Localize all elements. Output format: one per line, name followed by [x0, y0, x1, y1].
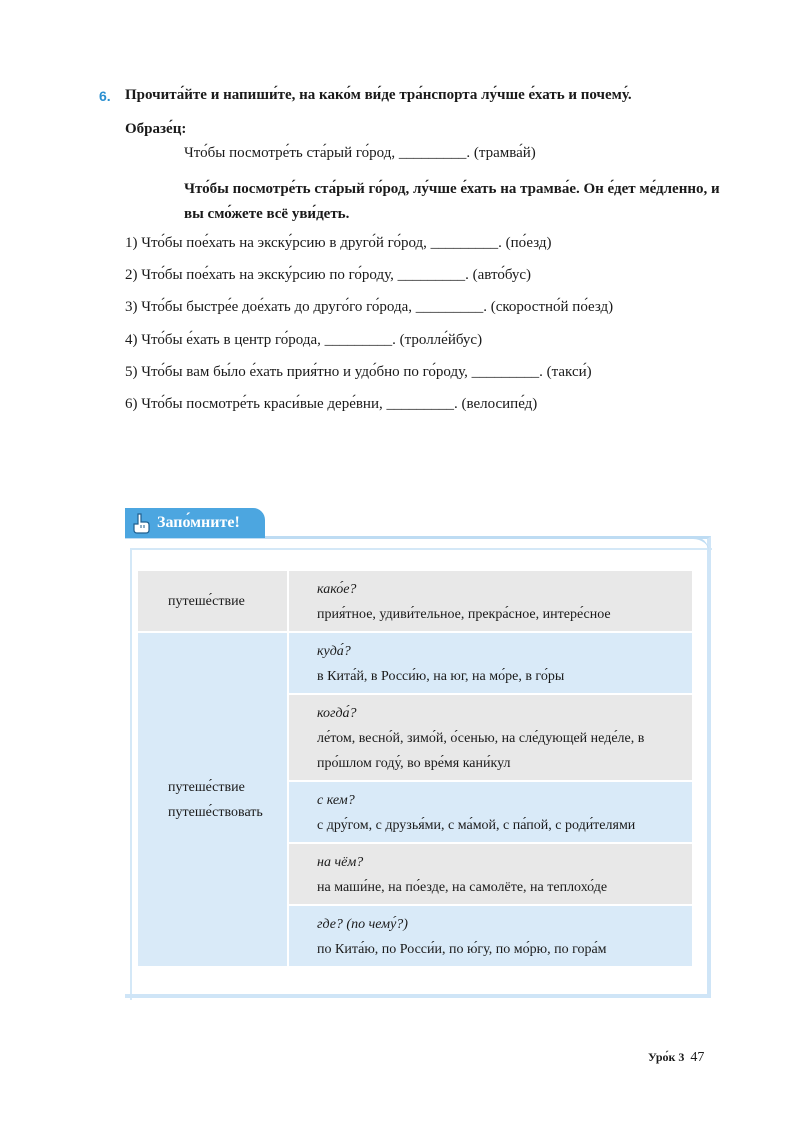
table-row [137, 570, 693, 632]
row-question: где? (по чему́?) [317, 917, 408, 932]
page-footer [648, 1050, 704, 1066]
right-cell [288, 694, 693, 781]
row-answer: ле́том, весно́й, зимо́й, о́сенью, на сле́дующей неде́ле, в про́шлом году́, во вре́мя кани́кул [317, 731, 645, 771]
right-cell [288, 570, 693, 632]
table-row [137, 632, 693, 694]
exercise-title: Прочита́йте и напиши́те, на како́м ви́де тра́нспорта лу́чше е́хать и почему́. [125, 87, 632, 103]
exercise-item: 1) Что́бы пое́хать на экску́рсию в друго́й го́род, _________. (по́езд) [125, 235, 552, 251]
row-answer: с дру́гом, с друзья́ми, с ма́мой, с па́пой, с роди́телями [317, 818, 636, 833]
sample-question: Что́бы посмотре́ть ста́рый го́род, _________. (трамва́й) [184, 145, 536, 161]
sample-label: Образе́ц: [125, 121, 187, 137]
pointing-hand-icon [131, 512, 151, 534]
row-question: с кем? [317, 793, 355, 808]
left-group-noun: путеше́ствие [168, 779, 245, 795]
row-question: когда́? [317, 706, 357, 721]
row-answer: по Кита́ю, по Росси́и, по ю́гу, по мо́рю, по гора́м [317, 942, 607, 957]
remember-title: Запо́мните! [157, 514, 240, 531]
row-answer: на маши́не, на по́езде, на самолёте, на теплохо́де [317, 880, 608, 895]
remember-tab [125, 508, 265, 538]
row-answer: прия́тное, удиви́тельное, прекра́сное, интере́сное [317, 607, 611, 622]
page-number: 47 [690, 1050, 705, 1065]
sample-answer: Что́бы посмотре́ть ста́рый го́род, лу́чше е́хать на трамва́е. Он е́дет ме́дленно, и вы смо́жете всё уви́деть. [184, 181, 720, 222]
exercise-item: 4) Что́бы е́хать в центр го́рода, _________. (тролле́йбус) [125, 331, 483, 348]
lesson-label: Уро́к 3 [648, 1050, 685, 1064]
left-cell: путеше́ствие [137, 570, 288, 632]
left-group-verb: путеше́ствовать [168, 804, 263, 820]
right-cell [288, 843, 693, 905]
exercise-number: 6. [99, 88, 111, 104]
row-question: на чём? [317, 855, 364, 870]
remember-table [136, 569, 694, 968]
exercise-items [125, 233, 613, 426]
row-answer: в Кита́й, в Росси́ю, на юг, на мо́ре, в го́ры [317, 669, 565, 684]
exercise-item: 6) Что́бы посмотре́ть краси́вые дере́вни, _________. (велосипе́д) [125, 395, 538, 412]
row-question: како́е? [317, 582, 357, 597]
left-group-cell [137, 632, 288, 967]
right-cell [288, 632, 693, 694]
right-cell [288, 781, 693, 843]
right-cell [288, 905, 693, 967]
remember-frame-corner [125, 536, 709, 552]
row-question: куда́? [317, 644, 351, 659]
exercise-item: 2) Что́бы пое́хать на экску́рсию по го́роду, _________. (авто́бус) [125, 267, 532, 284]
exercise-item: 5) Что́бы вам бы́ло е́хать прия́тно и удо́бно по го́роду, _________. (такси́) [125, 363, 592, 380]
exercise-item: 3) Что́бы быстре́е дое́хать до друго́го го́рода, _________. (скоростно́й по́езд) [125, 299, 614, 316]
